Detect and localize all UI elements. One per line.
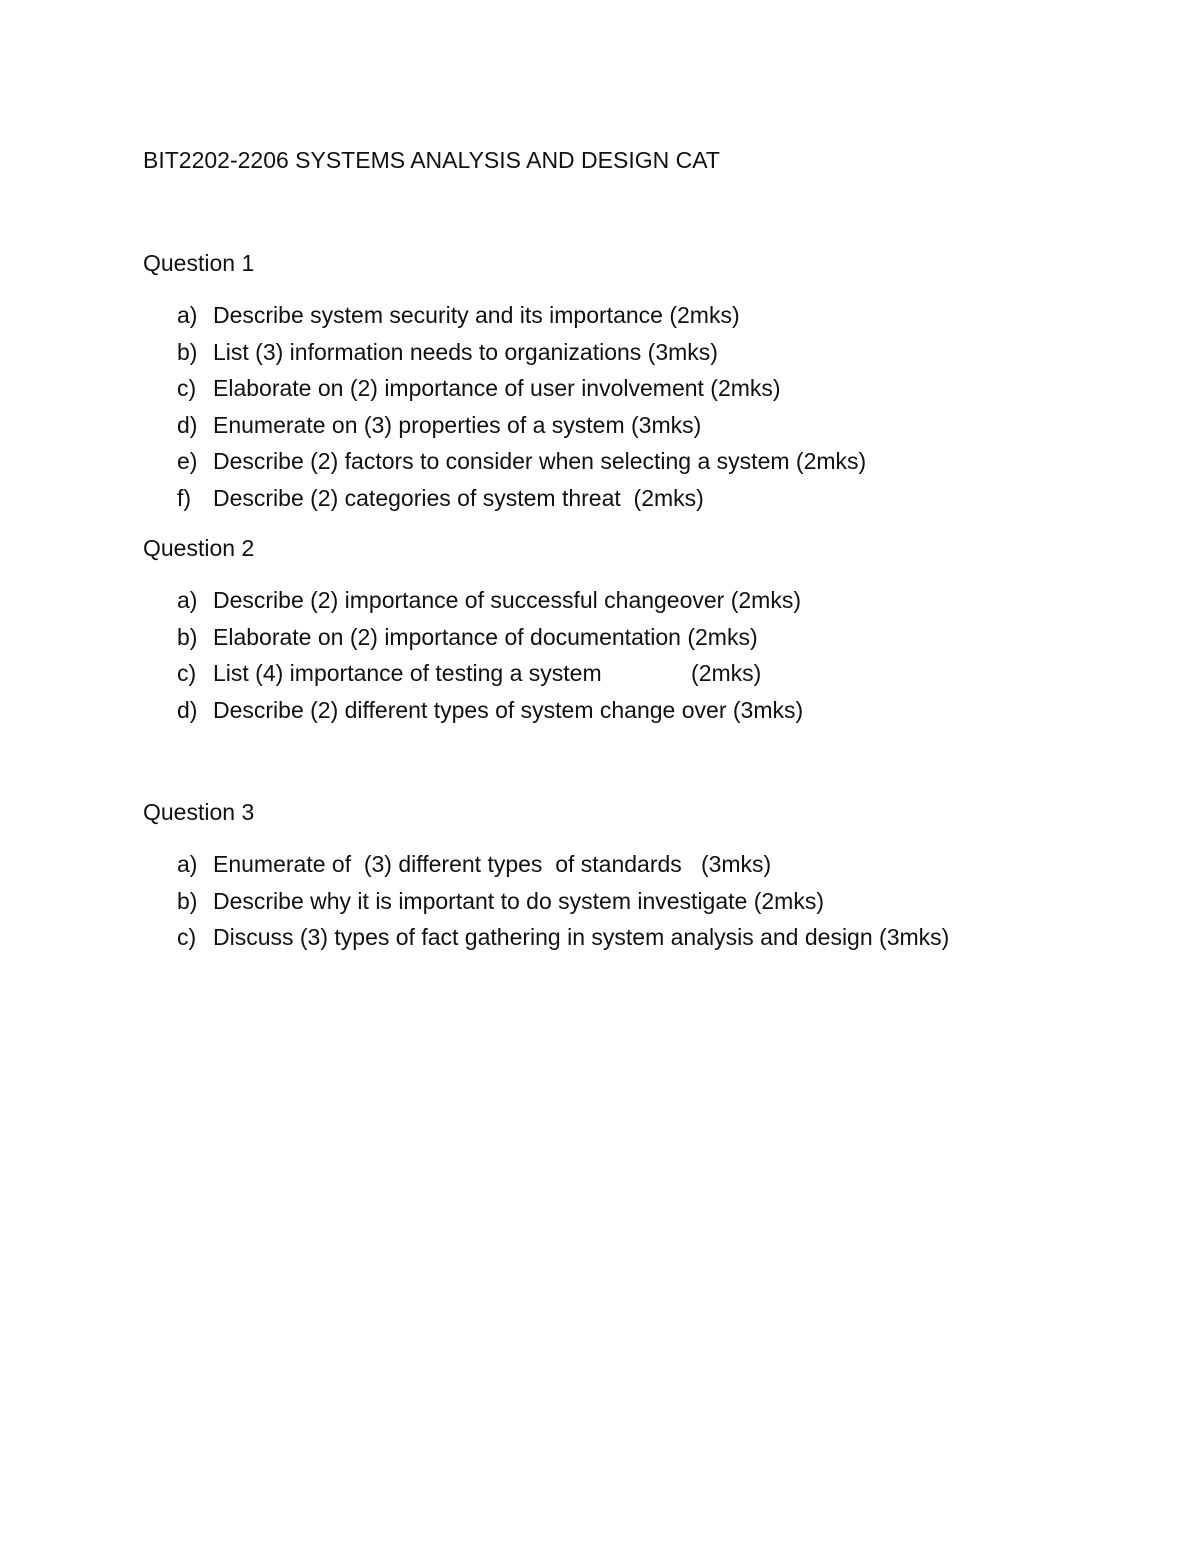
list-item [143,658,1143,695]
item-text: List (3) information needs to organizations (3mks) [213,338,718,365]
item-letter: c) [177,375,197,401]
item-letter: e) [177,448,198,474]
question-2-list [143,585,1143,731]
question-2-heading: Question 2 [143,535,255,561]
item-letter: c) [177,924,197,950]
item-text: Elaborate on (2) importance of user involvement (2mks) [213,375,781,401]
item-letter: f) [177,484,192,511]
document-title: BIT2202-2206 SYSTEMS ANALYSIS AND DESIGN CAT [143,147,720,173]
list-item [143,695,1143,732]
item-text: Describe why it is important to do system investigate (2mks) [213,887,824,914]
question-3-heading: Question 3 [143,799,255,825]
question-1-list [143,300,1143,519]
list-item [143,410,1143,447]
item-text: List (4) importance of testing a system (2mks) [213,660,762,686]
item-letter: d) [177,411,198,438]
item-text: Enumerate of (3) different types of standards (3mks) [213,851,772,877]
item-letter: b) [177,623,198,650]
item-text: Describe (2) categories of system threat (2mks) [213,484,704,511]
item-text: Describe (2) factors to consider when selecting a system (2mks) [213,448,867,474]
list-item [143,922,1143,959]
list-item [143,622,1143,659]
question-2-section [143,533,1143,731]
item-letter: b) [177,338,198,365]
question-1-section [143,248,1143,519]
list-item [143,300,1143,337]
item-letter: c) [177,660,197,686]
list-item [143,886,1143,923]
item-text: Enumerate on (3) properties of a system (3mks) [213,411,702,438]
item-text: Elaborate on (2) importance of documentation (2mks) [213,623,758,650]
list-item [143,483,1143,520]
list-item [143,373,1143,410]
item-letter: a) [177,587,198,613]
question-3-section [143,797,1143,959]
item-text: Describe (2) different types of system change over (3mks) [213,696,804,723]
item-text: Discuss (3) types of fact gathering in system analysis and design (3mks) [213,924,950,950]
item-letter: b) [177,887,198,914]
item-letter: d) [177,696,198,723]
list-item [143,446,1143,483]
list-item [143,585,1143,622]
item-text: Describe (2) importance of successful changeover (2mks) [213,587,802,613]
list-item [143,337,1143,374]
item-text: Describe system security and its importance (2mks) [213,302,740,328]
question-1-heading: Question 1 [143,250,255,276]
item-letter: a) [177,302,198,328]
question-3-list [143,849,1143,959]
item-letter: a) [177,851,198,877]
list-item [143,849,1143,886]
